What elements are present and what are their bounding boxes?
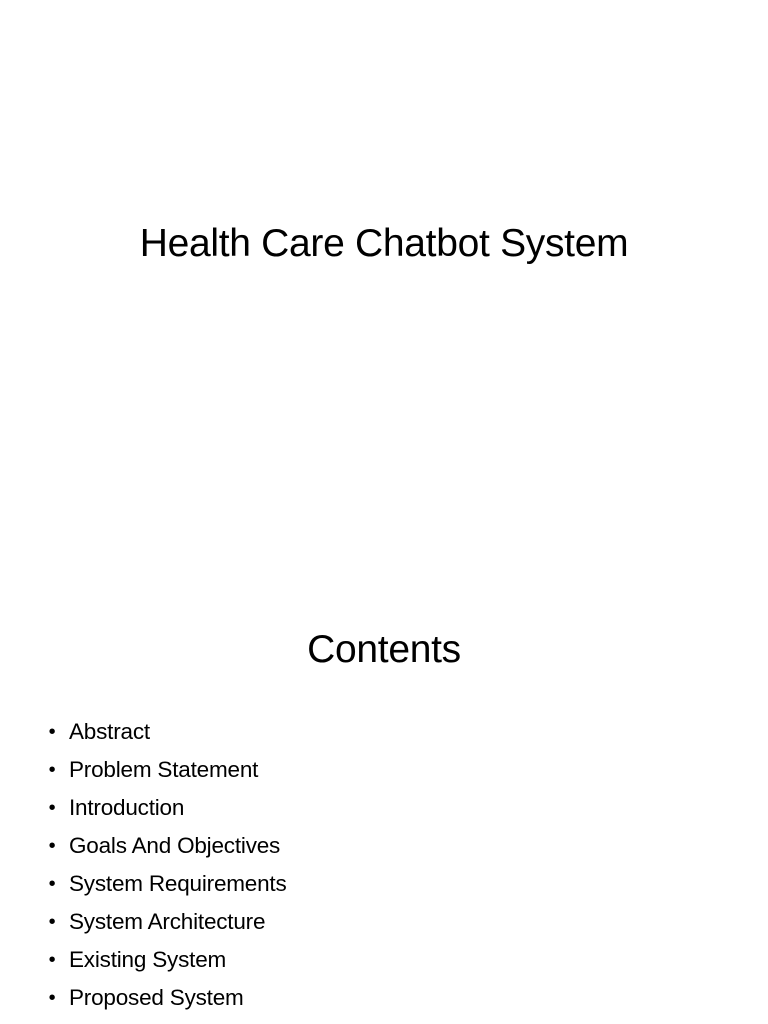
list-item-label: Introduction <box>69 795 185 820</box>
bullet-icon: • <box>48 797 56 819</box>
list-item <box>0 865 768 903</box>
contents-list <box>0 713 768 1017</box>
list-item <box>0 903 768 941</box>
list-item <box>0 827 768 865</box>
list-item <box>0 979 768 1017</box>
bullet-icon: • <box>48 873 56 895</box>
bullet-icon: • <box>48 721 56 743</box>
bullet-icon: • <box>48 949 56 971</box>
list-item <box>0 941 768 979</box>
bullet-icon: • <box>48 911 56 933</box>
bullet-icon: • <box>48 759 56 781</box>
bullet-icon: • <box>48 835 56 857</box>
list-item-label: Proposed System <box>69 985 244 1010</box>
contents-heading: Contents <box>307 628 461 671</box>
bullet-icon: • <box>48 987 56 1009</box>
list-item-label: Problem Statement <box>69 757 259 782</box>
list-item <box>0 751 768 789</box>
contents-slide <box>0 576 768 1024</box>
list-item-label: Abstract <box>69 719 150 744</box>
list-item-label: Existing System <box>69 947 227 972</box>
list-item-label: System Requirements <box>69 871 287 896</box>
list-item-label: System Architecture <box>69 909 266 934</box>
list-item <box>0 789 768 827</box>
list-item <box>0 713 768 751</box>
list-item-label: Goals And Objectives <box>69 833 281 858</box>
presentation-title: Health Care Chatbot System <box>139 222 629 265</box>
